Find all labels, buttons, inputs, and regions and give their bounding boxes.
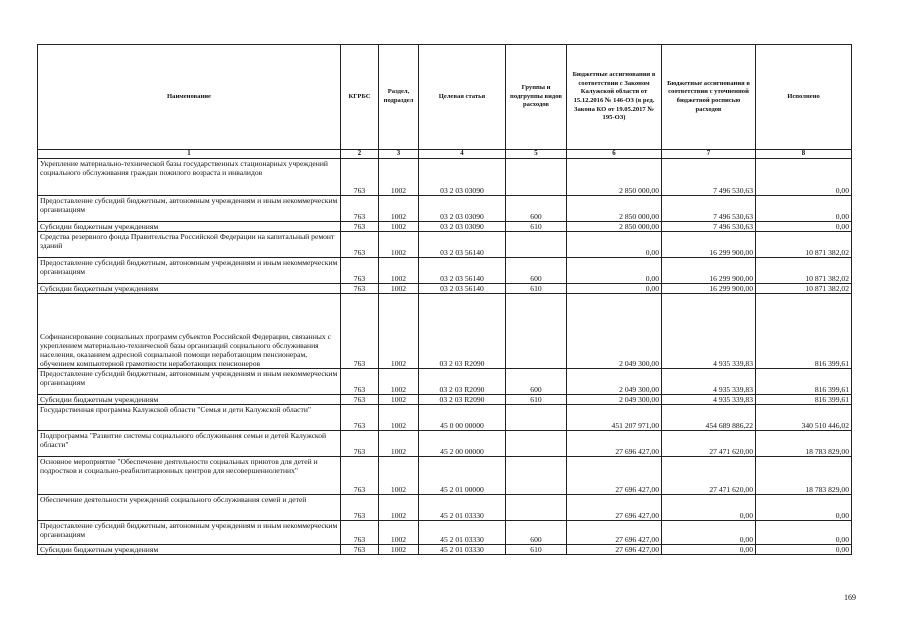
row-section: 1002 <box>379 232 419 258</box>
row-kgrbs: 763 <box>341 405 379 431</box>
row-group: 600 <box>506 521 567 545</box>
row-name: Укрепление материально-технической базы государственных стационарных учреждений социального обслуживания граждан пожилого возраста и инвалидов <box>38 159 341 196</box>
row-name: Государственная программа Калужской области "Семья и дети Калужской области" <box>38 405 341 431</box>
row-target: 03 2 03 R2090 <box>419 395 506 405</box>
row-group: 610 <box>506 545 567 555</box>
row-target: 03 2 03 56140 <box>419 284 506 294</box>
row-executed: 816 399,61 <box>756 369 852 395</box>
row-target: 45 2 00 00000 <box>419 431 506 457</box>
row-group: 610 <box>506 284 567 294</box>
header-target: Целевая статья <box>419 45 506 150</box>
row-kgrbs: 763 <box>341 457 379 495</box>
row-law: 27 696 427,00 <box>567 521 662 545</box>
table-row <box>38 545 852 555</box>
column-number: 2 <box>341 150 379 159</box>
row-refined: 16 299 900,00 <box>662 232 756 258</box>
row-executed: 0,00 <box>756 545 852 555</box>
row-law: 2 049 300,00 <box>567 294 662 369</box>
row-group: 600 <box>506 369 567 395</box>
table-row <box>38 431 852 457</box>
row-group <box>506 457 567 495</box>
row-law: 27 696 427,00 <box>567 457 662 495</box>
row-kgrbs: 763 <box>341 294 379 369</box>
row-section: 1002 <box>379 457 419 495</box>
budget-table <box>37 44 852 555</box>
table-body <box>38 159 852 555</box>
header-row <box>38 45 852 150</box>
row-name: Средства резервного фонда Правительства Российской Федерации на капитальный ремонт зданий <box>38 232 341 258</box>
header-name: Наименование <box>38 45 341 150</box>
table-row <box>38 521 852 545</box>
row-name: Субсидии бюджетным учреждениям <box>38 284 341 294</box>
row-group <box>506 159 567 196</box>
row-law: 27 696 427,00 <box>567 545 662 555</box>
row-name: Основное мероприятие "Обеспечение деятельности социальных приютов для детей и подростков и социально-реабилитационных центров для несовершеннолетних" <box>38 457 341 495</box>
row-refined: 454 689 886,22 <box>662 405 756 431</box>
row-section: 1002 <box>379 431 419 457</box>
row-executed: 0,00 <box>756 222 852 232</box>
column-number: 1 <box>38 150 341 159</box>
row-refined: 0,00 <box>662 521 756 545</box>
row-refined: 0,00 <box>662 495 756 521</box>
row-kgrbs: 763 <box>341 495 379 521</box>
row-name: Субсидии бюджетным учреждениям <box>38 222 341 232</box>
row-executed: 340 510 446,02 <box>756 405 852 431</box>
row-name: Софинансирование социальных программ субъектов Российской Федерации, связанных с укреплением материально-технической базы организаций социального обслуживания населения, оказанием адресной социальной помощи неработающим пенсионерам, обучением компьютерной грамотности неработающих пенсионеров <box>38 294 341 369</box>
table-row <box>38 369 852 395</box>
row-name: Предоставление субсидий бюджетным, автономным учреждениям и иным некоммерческим организациям <box>38 521 341 545</box>
row-target: 45 2 01 03330 <box>419 495 506 521</box>
table-row <box>38 495 852 521</box>
row-section: 1002 <box>379 495 419 521</box>
row-refined: 16 299 900,00 <box>662 258 756 284</box>
row-section: 1002 <box>379 258 419 284</box>
table-row <box>38 196 852 222</box>
row-target: 45 0 00 00000 <box>419 405 506 431</box>
row-law: 2 850 000,00 <box>567 222 662 232</box>
table-row <box>38 395 852 405</box>
column-number: 3 <box>379 150 419 159</box>
row-kgrbs: 763 <box>341 431 379 457</box>
row-law: 27 696 427,00 <box>567 431 662 457</box>
row-name: Обеспечение деятельности учреждений социального обслуживания семей и детей <box>38 495 341 521</box>
row-kgrbs: 763 <box>341 545 379 555</box>
row-refined: 27 471 620,00 <box>662 431 756 457</box>
table-row <box>38 284 852 294</box>
row-target: 03 2 03 R2090 <box>419 294 506 369</box>
column-number: 5 <box>506 150 567 159</box>
row-executed: 18 783 829,00 <box>756 457 852 495</box>
row-law: 2 850 000,00 <box>567 159 662 196</box>
row-refined: 7 496 530,63 <box>662 159 756 196</box>
row-kgrbs: 763 <box>341 196 379 222</box>
header-refined: Бюджетные ассигнования в соответствии с уточненной бюджетной росписью расходов <box>662 45 756 150</box>
row-group: 600 <box>506 196 567 222</box>
table-header <box>38 45 852 159</box>
table-row <box>38 159 852 196</box>
row-refined: 7 496 530,63 <box>662 222 756 232</box>
row-law: 0,00 <box>567 258 662 284</box>
row-target: 03 2 03 03090 <box>419 222 506 232</box>
row-target: 03 2 03 56140 <box>419 232 506 258</box>
table-row <box>38 405 852 431</box>
row-kgrbs: 763 <box>341 222 379 232</box>
row-section: 1002 <box>379 222 419 232</box>
row-executed: 18 783 829,00 <box>756 431 852 457</box>
table-row <box>38 232 852 258</box>
row-group: 610 <box>506 222 567 232</box>
column-number: 8 <box>756 150 852 159</box>
table-row <box>38 457 852 495</box>
row-section: 1002 <box>379 521 419 545</box>
row-law: 27 696 427,00 <box>567 495 662 521</box>
row-law: 451 207 971,00 <box>567 405 662 431</box>
row-section: 1002 <box>379 545 419 555</box>
row-kgrbs: 763 <box>341 258 379 284</box>
row-kgrbs: 763 <box>341 232 379 258</box>
column-number: 4 <box>419 150 506 159</box>
row-refined: 4 935 339,83 <box>662 294 756 369</box>
row-law: 2 049 300,00 <box>567 369 662 395</box>
row-refined: 16 299 900,00 <box>662 284 756 294</box>
row-name: Предоставление субсидий бюджетным, автономным учреждениям и иным некоммерческим организациям <box>38 369 341 395</box>
row-executed: 0,00 <box>756 495 852 521</box>
row-executed: 816 399,61 <box>756 395 852 405</box>
row-executed: 0,00 <box>756 159 852 196</box>
row-section: 1002 <box>379 369 419 395</box>
header-law: Бюджетные ассигнования в соответствии с Законом Калужской области от 15.12.2016 № 146-ОЗ (в ред. Закона КО от 19.05.2017 № 195-ОЗ) <box>567 45 662 150</box>
row-kgrbs: 763 <box>341 284 379 294</box>
row-executed: 816 399,61 <box>756 294 852 369</box>
row-section: 1002 <box>379 196 419 222</box>
row-law: 0,00 <box>567 284 662 294</box>
row-target: 45 2 01 03330 <box>419 521 506 545</box>
row-executed: 0,00 <box>756 521 852 545</box>
row-law: 0,00 <box>567 232 662 258</box>
page-number: 169 <box>844 593 856 602</box>
row-law: 2 049 300,00 <box>567 395 662 405</box>
row-section: 1002 <box>379 395 419 405</box>
row-refined: 27 471 620,00 <box>662 457 756 495</box>
row-refined: 4 935 339,83 <box>662 395 756 405</box>
row-name: Подпрограмма "Развитие системы социального обслуживания семьи и детей Калужской области" <box>38 431 341 457</box>
row-group <box>506 232 567 258</box>
row-target: 45 2 01 00000 <box>419 457 506 495</box>
row-kgrbs: 763 <box>341 369 379 395</box>
row-name: Предоставление субсидий бюджетным, автономным учреждениям и иным некоммерческим организациям <box>38 196 341 222</box>
row-executed: 10 871 382,02 <box>756 284 852 294</box>
row-group <box>506 294 567 369</box>
row-target: 03 2 03 03090 <box>419 196 506 222</box>
row-group: 610 <box>506 395 567 405</box>
column-number: 6 <box>567 150 662 159</box>
header-groups: Группы и подгруппы видов расходов <box>506 45 567 150</box>
row-group <box>506 495 567 521</box>
row-executed: 0,00 <box>756 196 852 222</box>
row-executed: 10 871 382,02 <box>756 232 852 258</box>
row-kgrbs: 763 <box>341 521 379 545</box>
header-section: Раздел, подраздел <box>379 45 419 150</box>
row-name: Субсидии бюджетным учреждениям <box>38 395 341 405</box>
row-refined: 0,00 <box>662 545 756 555</box>
row-section: 1002 <box>379 159 419 196</box>
header-kgrbs: КГРБС <box>341 45 379 150</box>
row-refined: 4 935 339,83 <box>662 369 756 395</box>
header-executed: Исполнено <box>756 45 852 150</box>
table-row <box>38 294 852 369</box>
row-target: 45 2 01 03330 <box>419 545 506 555</box>
row-law: 2 850 000,00 <box>567 196 662 222</box>
row-section: 1002 <box>379 405 419 431</box>
table-row <box>38 258 852 284</box>
row-kgrbs: 763 <box>341 395 379 405</box>
row-group <box>506 405 567 431</box>
row-executed: 10 871 382,02 <box>756 258 852 284</box>
row-name: Предоставление субсидий бюджетным, автономным учреждениям и иным некоммерческим организациям <box>38 258 341 284</box>
table-row <box>38 222 852 232</box>
row-target: 03 2 03 56140 <box>419 258 506 284</box>
row-refined: 7 496 530,63 <box>662 196 756 222</box>
row-kgrbs: 763 <box>341 159 379 196</box>
row-group: 600 <box>506 258 567 284</box>
row-section: 1002 <box>379 294 419 369</box>
column-number: 7 <box>662 150 756 159</box>
row-name: Субсидии бюджетным учреждениям <box>38 545 341 555</box>
row-group <box>506 431 567 457</box>
column-number-row <box>38 150 852 159</box>
row-target: 03 2 03 R2090 <box>419 369 506 395</box>
row-section: 1002 <box>379 284 419 294</box>
row-target: 03 2 03 03090 <box>419 159 506 196</box>
